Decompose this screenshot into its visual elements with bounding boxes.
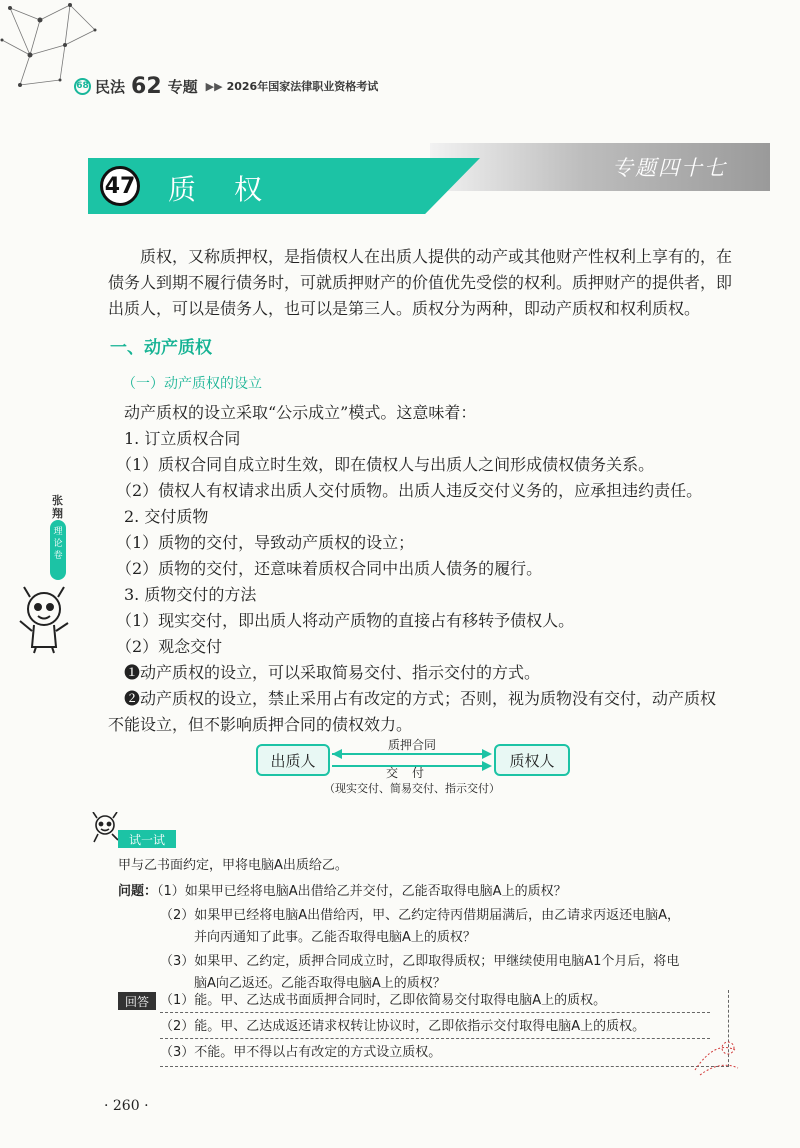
page-number: · 260 ·	[104, 1098, 149, 1114]
arrow-label-contract: 质押合同	[387, 738, 436, 752]
body-line: 3. 质物交付的方法	[124, 585, 257, 604]
body-line: 不能设立，但不影响质押合同的债权效力。	[108, 715, 413, 734]
body-line: 1. 订立质权合同	[124, 429, 241, 448]
question-item-cont: 脑A向乙返还。乙能否取得电脑A上的质权？	[194, 976, 446, 991]
side-volume-badge: 理论卷	[50, 520, 66, 580]
body-line: （1）质权合同自成立时生效，即在债权人与出质人之间形成债权债务关系。	[116, 455, 655, 474]
chapter-topic: 专题四十七	[612, 156, 727, 180]
mascot-icon	[14, 585, 74, 655]
arrow-label-delivery: 交付	[385, 766, 438, 780]
running-header	[74, 74, 378, 98]
diagram-note: （现实交付、简易交付、指示交付）	[324, 782, 500, 795]
scenario-text: 甲与乙书面约定，甲将电脑A出质给乙。	[118, 858, 348, 873]
header-exam: 2026年国家法律职业资格考试	[226, 80, 379, 93]
answer-item: （2）能。甲、乙达成返还请求权转让协议时，乙即依指示交付取得电脑A上的质权。	[160, 1016, 710, 1039]
answer-item: （3）不能。甲不得以占有改定的方式设立质权。	[160, 1045, 442, 1060]
side-author: 张翔	[52, 494, 63, 520]
body-line: （1）质物的交付，导致动产质权的设立；	[116, 533, 415, 552]
subsection-heading: （一）动产质权的设立	[122, 376, 262, 392]
question-item: （3）如果甲、乙约定，质押合同成立时，乙即取得质权；甲继续使用电脑A1个月后，将电	[160, 954, 680, 969]
intro-paragraph: 质权，又称质押权，是指债权人在出质人提供的动产或其他财产性权利上享有的，在债务人到期不履行债务时，可就质押财产的价值优先受偿的权利。质押财产的提供者，即出质人，可以是债务人，也可以是第三人。质权分为两种，即动产质权和权利质权。	[108, 247, 733, 318]
header-subtitle: 专题	[167, 77, 198, 96]
try-it-label: 试一试	[118, 830, 176, 848]
small-mascot-icon	[88, 812, 122, 844]
chapter-title: 质权	[168, 173, 301, 206]
node-pledgor: 出质人	[256, 744, 330, 776]
body-line: ❶动产质权的设立，可以采取简易交付、指示交付的方式。	[124, 663, 541, 682]
body-line: （1）现实交付，即出质人将动产质物的直接占有移转予债权人。	[116, 611, 575, 630]
question-item-cont: 并向丙通知了此事。乙能否取得电脑A上的质权？	[194, 930, 476, 945]
question-item: （1）如果甲已经将电脑A出借给乙并交付，乙能否取得电脑A上的质权？	[157, 884, 567, 899]
body-line: （2）质物的交付，还意味着质权合同中出质人债务的履行。	[116, 559, 543, 578]
answer-label: 回答	[118, 992, 156, 1010]
header-title: 民法	[95, 77, 126, 96]
body-line: 动产质权的设立采取“公示成立”模式。这意味着：	[124, 403, 477, 422]
double-arrow-icon: ▶▶	[205, 79, 223, 93]
question-label: 问题：	[118, 884, 158, 899]
body-line: ❷动产质权的设立，禁止采用占有改定的方式；否则，视为质物没有交付，动产质权	[124, 689, 717, 708]
decorative-stamp-icon	[690, 1030, 740, 1080]
question-item: （2）如果甲已经将电脑A出借给丙，甲、乙约定待丙借期届满后，由乙请求丙返还电脑A，	[160, 908, 681, 923]
section-heading: 一、动产质权	[110, 338, 212, 358]
answer-item: （1）能。甲、乙达成书面质押合同时，乙即依简易交付取得电脑A上的质权。	[160, 990, 710, 1013]
header-number: 62	[131, 73, 162, 99]
body-line: （2）观念交付	[116, 637, 223, 656]
body-line: （2）债权人有权请求出质人交付质物。出质人违反交付义务的，应承担违约责任。	[116, 481, 703, 500]
node-pledgee: 质权人	[494, 744, 570, 776]
header-logo-badge: 68	[74, 78, 91, 95]
chapter-number: 47	[100, 166, 140, 206]
body-line: 2. 交付质物	[124, 507, 209, 526]
